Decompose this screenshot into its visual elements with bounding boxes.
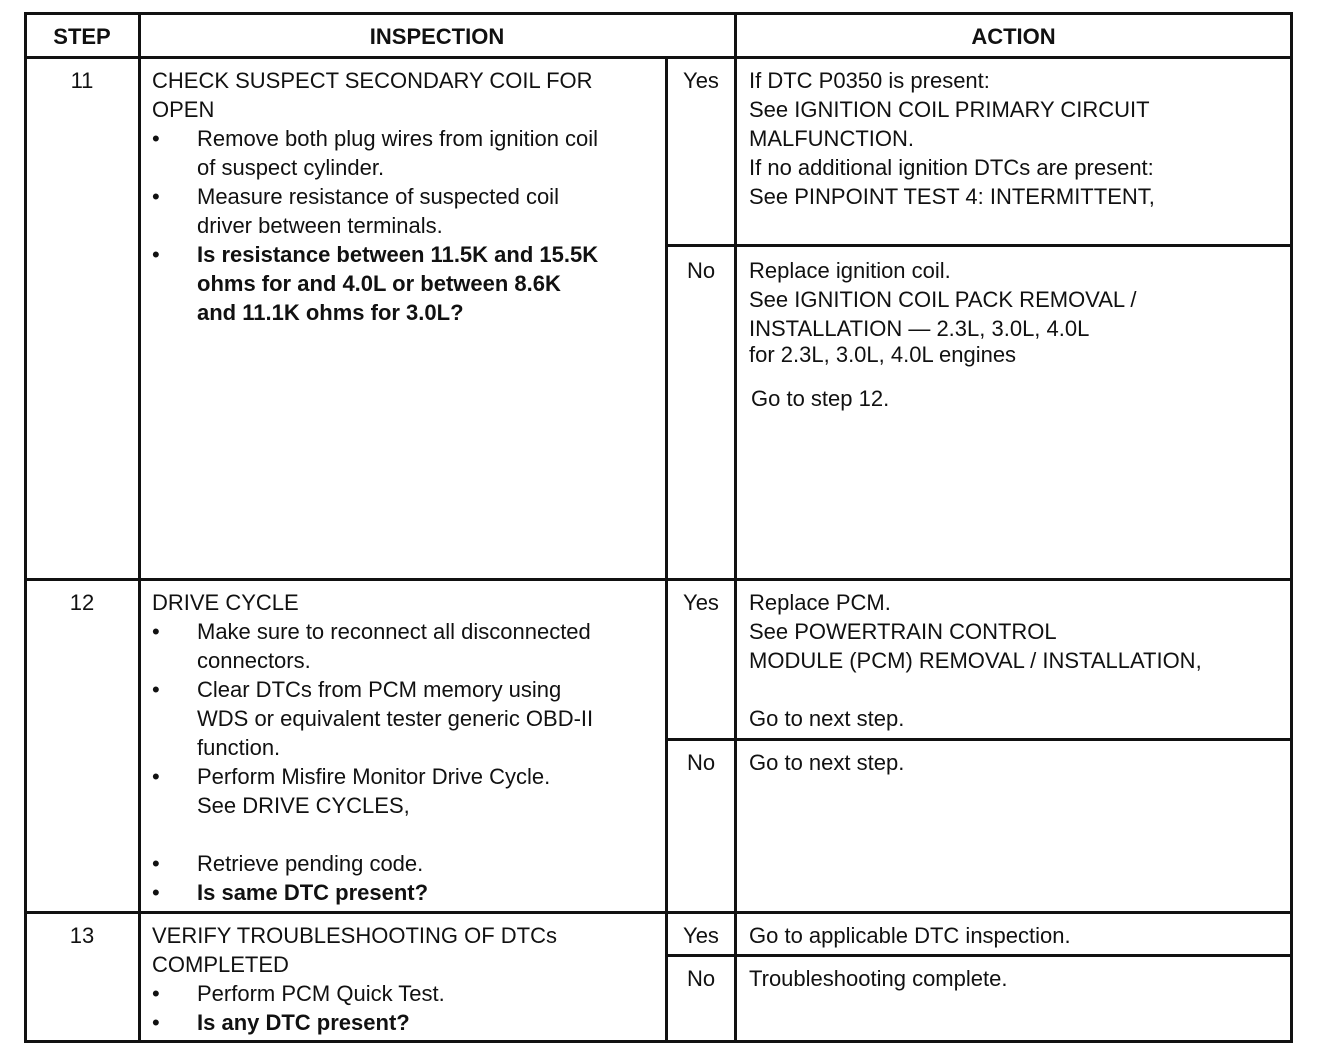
inspection-bullet-12-2-line2: WDS or equivalent tester generic OBD-II xyxy=(197,706,594,731)
inspection-bullet-12-3-line1: Perform Misfire Monitor Drive Cycle. xyxy=(197,764,551,789)
no-action-11-line4: for 2.3L, 3.0L, 4.0L engines xyxy=(749,342,1017,367)
step-number-12: 12 xyxy=(69,590,95,615)
yes-no-divider-13 xyxy=(665,954,1293,957)
yes-action-11-line1: If DTC P0350 is present: xyxy=(749,68,990,93)
step-number-13: 13 xyxy=(69,923,95,948)
action-column-divider xyxy=(734,12,737,1043)
inspection-bullet-12-2-line1: Clear DTCs from PCM memory using xyxy=(197,677,562,702)
inspection-title-12: DRIVE CYCLE xyxy=(152,590,299,615)
inspection-title-11-line2: OPEN xyxy=(152,97,215,122)
inspection-bullet-11-1-line1: Remove both plug wires from ignition coil xyxy=(197,126,599,151)
yes-label-11: Yes xyxy=(683,68,719,93)
bullet-icon: • xyxy=(152,126,160,151)
yes-no-divider-12 xyxy=(665,738,1293,741)
bullet-icon: • xyxy=(152,184,160,209)
bullet-icon: • xyxy=(152,1010,160,1035)
yes-label-13: Yes xyxy=(683,923,719,948)
no-label-11: No xyxy=(686,258,716,283)
inspection-question-11-line1: Is resistance between 11.5K and 15.5K xyxy=(197,242,599,267)
table-border-right xyxy=(1290,12,1293,1043)
header-inspection: INSPECTION xyxy=(369,24,505,49)
bullet-icon: • xyxy=(152,764,160,789)
yes-label-12: Yes xyxy=(683,590,719,615)
inspection-question-11-line3: and 11.1K ohms for 3.0L? xyxy=(197,300,464,325)
row-divider-11-12 xyxy=(24,578,1293,581)
yesno-column-divider xyxy=(665,57,668,1043)
no-action-11-line1: Replace ignition coil. xyxy=(749,258,951,283)
bullet-icon: • xyxy=(152,851,160,876)
inspection-question-12: Is same DTC present? xyxy=(197,880,429,905)
bullet-icon: • xyxy=(152,677,160,702)
inspection-bullet-11-2-line1: Measure resistance of suspected coil xyxy=(197,184,559,209)
bullet-icon: • xyxy=(152,880,160,905)
inspection-bullet-12-1-line1: Make sure to reconnect all disconnected xyxy=(197,619,591,644)
table-border-top xyxy=(24,12,1293,15)
yes-action-11-line2: See IGNITION COIL PRIMARY CIRCUIT xyxy=(749,97,1150,122)
no-action-13: Troubleshooting complete. xyxy=(749,966,1008,991)
yes-action-13: Go to applicable DTC inspection. xyxy=(749,923,1071,948)
header-divider xyxy=(24,56,1293,59)
yes-action-11-line5: See PINPOINT TEST 4: INTERMITTENT, xyxy=(749,184,1155,209)
no-action-11-goto: Go to step 12. xyxy=(751,386,890,411)
no-action-11-line3: INSTALLATION — 2.3L, 3.0L, 4.0L xyxy=(749,316,1090,341)
bullet-icon: • xyxy=(152,981,160,1006)
inspection-bullet-12-2-line3: function. xyxy=(197,735,281,760)
row-divider-12-13 xyxy=(24,911,1293,914)
yes-action-12-goto: Go to next step. xyxy=(749,706,905,731)
inspection-bullet-11-1-line2: of suspect cylinder. xyxy=(197,155,385,180)
bullet-icon: • xyxy=(152,242,160,267)
no-label-12: No xyxy=(686,750,716,775)
inspection-question-13: Is any DTC present? xyxy=(197,1010,410,1035)
yes-action-11-line3: MALFUNCTION. xyxy=(749,126,914,151)
inspection-bullet-12-1-line2: connectors. xyxy=(197,648,311,673)
table-border-left xyxy=(24,12,27,1043)
inspection-bullet-12-3-line2: See DRIVE CYCLES, xyxy=(197,793,410,818)
step-column-divider xyxy=(138,12,141,1043)
inspection-title-11-line1: CHECK SUSPECT SECONDARY COIL FOR xyxy=(152,68,593,93)
inspection-question-11-line2: ohms for and 4.0L or between 8.6K xyxy=(197,271,561,296)
no-label-13: No xyxy=(686,966,716,991)
step-number-11: 11 xyxy=(70,68,94,93)
yes-action-11-line4: If no additional ignition DTCs are present: xyxy=(749,155,1154,180)
no-action-11-line2: See IGNITION COIL PACK REMOVAL / xyxy=(749,287,1137,312)
yes-action-12-line3: MODULE (PCM) REMOVAL / INSTALLATION, xyxy=(749,648,1202,673)
inspection-title-13-line2: COMPLETED xyxy=(152,952,289,977)
inspection-bullet-12-4: Retrieve pending code. xyxy=(197,851,424,876)
inspection-bullet-13-1: Perform PCM Quick Test. xyxy=(197,981,445,1006)
yes-no-divider-11 xyxy=(665,244,1293,247)
header-action: ACTION xyxy=(971,24,1056,49)
table-border-bottom xyxy=(24,1040,1293,1043)
yes-action-12-line2: See POWERTRAIN CONTROL xyxy=(749,619,1057,644)
yes-action-12-line1: Replace PCM. xyxy=(749,590,891,615)
header-step: STEP xyxy=(53,24,111,49)
inspection-title-13-line1: VERIFY TROUBLESHOOTING OF DTCs xyxy=(152,923,558,948)
bullet-icon: • xyxy=(152,619,160,644)
inspection-bullet-11-2-line2: driver between terminals. xyxy=(197,213,443,238)
no-action-12: Go to next step. xyxy=(749,750,905,775)
